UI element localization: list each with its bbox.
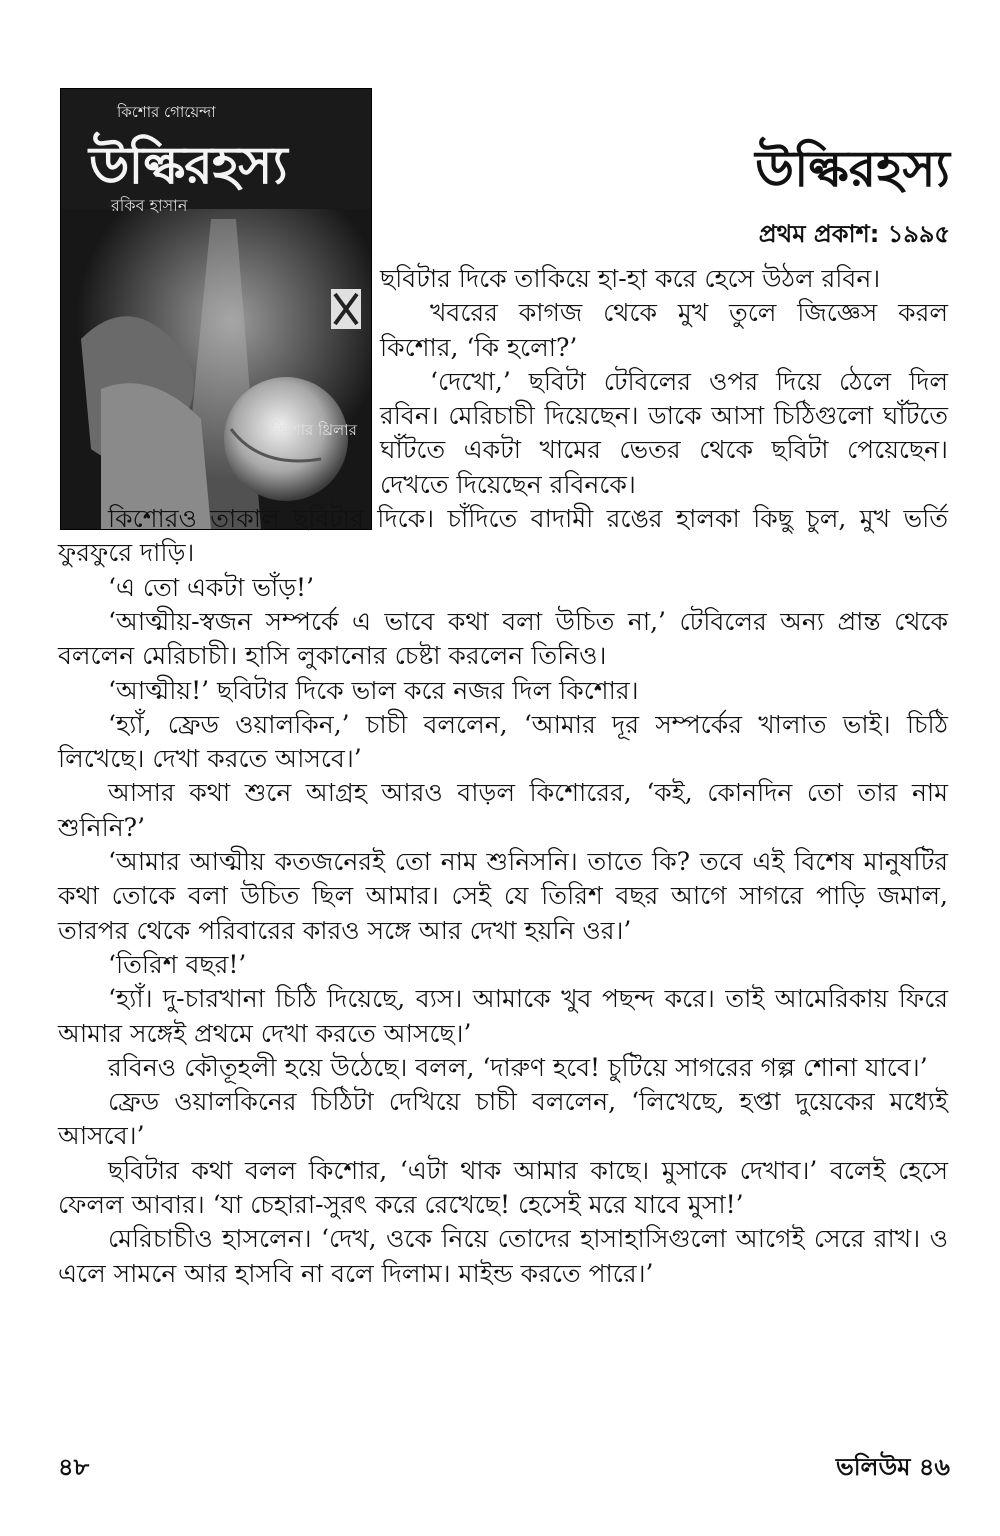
paragraph: ‘হ্যাঁ। দু-চারখানা চিঠি দিয়েছে, ব্যস। আমাকে খুব পছন্দ করে। তাই আমেরিকায় ফিরে আমার সঙ্গেই প্রথমে দেখা করতে আসছে।’ (58, 984, 948, 1048)
paragraph: ‘দেখো,’ ছবিটা টেবিলের ওপর দিয়ে ঠেলে দিল রবিন। মেরিচাচী দিয়েছেন। ডাকে আসা চিঠিগুলো ঘাঁটতে ঘাঁটতে একটা খামের ভেতর থেকে ছবিটা পেয়েছেন। দেখতে দিয়েছেন রবিনকে। (380, 366, 948, 499)
paragraph: রবিনও কৌতূহলী হয়ে উঠেছে। বলল, ‘দারুণ হবে! চুটিয়ে সাগরের গল্প শোনা যাবে।’ (108, 1052, 928, 1082)
story-body (58, 262, 948, 1291)
first-publication (759, 216, 950, 256)
page-number: ৪৮ (58, 1453, 90, 1481)
paragraph: আসার কথা শুনে আগ্রহ আরও বাড়ল কিশোরের, ‘কই, কোনদিন তো তার নাম শুনিনি?’ (58, 778, 948, 842)
paragraph: ‘এ তো একটা ভাঁড়!’ (108, 572, 315, 602)
paragraph: ছবিটার কথা বলল কিশোর, ‘এটা থাক আমার কাছে। মুসাকে দেখাব।’ বলেই হেসে ফেলল আবার। ‘যা চেহারা-সুরৎ করে রেখেছে! হেসেই মরে যাবে মুসা!’ (58, 1155, 948, 1220)
cover-series-label: কিশোর গোয়েন্দা (117, 103, 216, 121)
cover-title: উল্কিরহস্য (89, 136, 287, 196)
paragraph: খবরের কাগজ থেকে মুখ তুলে জিজ্ঞেস করল কিশোর, ‘কি হলো?’ (380, 298, 948, 362)
volume-label: ভলিউম ৪৬ (835, 1453, 950, 1481)
paragraph: কিশোরও তাকাল ছবিটার দিকে। চাঁদিতে বাদামী রঙের হালকা কিছু চুল, মুখ ভর্তি ফুরফুরে দাড়ি। (58, 504, 948, 568)
paragraph: মেরিচাচীও হাসলেন। ‘দেখ, ওকে নিয়ে তোদের হাসাহাসিগুলো আগেই সেরে রাখ। ও এলে সামনে আর হাসবি না বলে দিলাম। মাইন্ড করতে পারে।’ (58, 1224, 948, 1288)
cover-bottom-label: কিশোর থ্রিলার (271, 421, 357, 439)
cover-author: রকিব হাসান (111, 196, 188, 215)
paragraph: ‘আমার আত্মীয় কতজনেরই তো নাম শুনিসনি। তাতে কি? তবে এই বিশেষ মানুষটির কথা তোকে বলা উচিত ছিল আমার। সেই যে তিরিশ বছর আগে সাগরে পাড়ি জমাল, তারপর থেকে পরিবারের কারও সঙ্গে আর দেখা হয়নি ওর।’ (58, 847, 948, 945)
first-publication-label: প্রথম প্রকাশ: (758, 220, 880, 248)
paragraph: ‘হ্যাঁ, ফ্রেড ওয়ালকিন,’ চাচী বললেন, ‘আমার দূর সম্পর্কের খালাত ভাই। চিঠি লিখেছে। দেখা করতে আসবে।’ (58, 709, 948, 774)
paragraph: ফ্রেড ওয়ালকিনের চিঠিটা দেখিয়ে চাচী বললেন, ‘লিখেছে, হপ্তা দুয়েকের মধ্যেই আসবে।’ (58, 1087, 948, 1151)
paragraph: ‘আত্মীয়!’ ছবিটার দিকে ভাল করে নজর দিল কিশোর। (108, 675, 639, 705)
paragraph: ‘আত্মীয়-স্বজন সম্পর্কে এ ভাবে কথা বলা উচিত না,’ টেবিলের অন্য প্রান্ত থেকে বললেন মেরিচাচী। হাসি লুকানোর চেষ্টা করলেন তিনিও। (58, 606, 948, 671)
paragraph: ‘তিরিশ বছর!’ (108, 949, 247, 979)
paragraph: ছবিটার দিকে তাকিয়ে হা-হা করে হেসে উঠল রবিন। (380, 264, 881, 293)
story-title: উল্কিরহস্য (755, 140, 950, 198)
first-publication-year: ১৯৯৫ (887, 220, 950, 248)
